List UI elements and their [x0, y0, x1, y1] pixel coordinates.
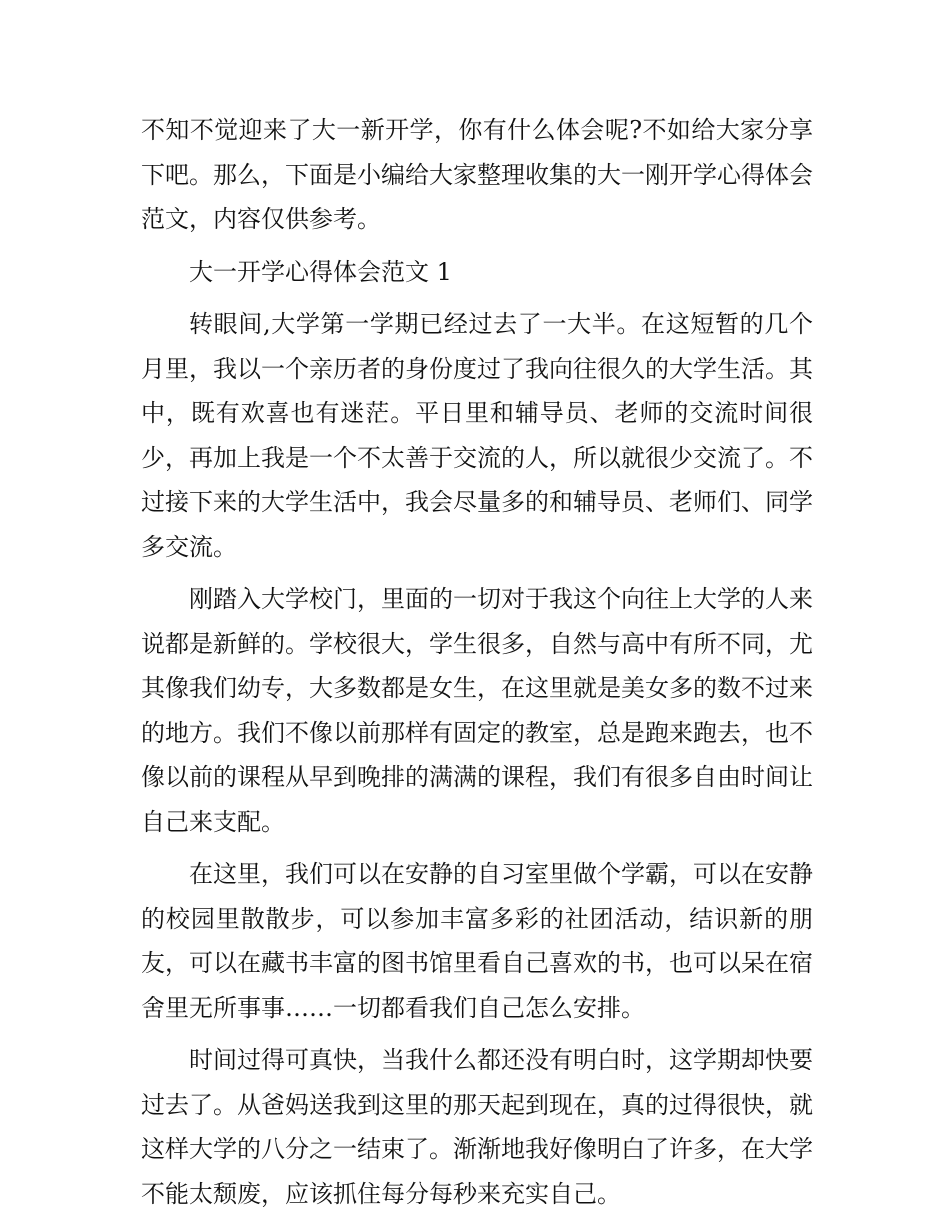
body-paragraph-2: 刚踏入大学校门，里面的一切对于我这个向往上大学的人来说都是新鲜的。学校很大，学生很多，自然与高中有所不同，尤其像我们幼专，大多数都是女生，在这里就是美女多的数不过来的地方。我们不像以前那样有固定的教室，总是跑来跑去，也不像以前的课程从早到晚排的满满的课程，我们有很多自由时间让自己来支配。 [141, 585, 813, 836]
document-page [141, 108, 813, 1224]
intro-paragraph: 不知不觉迎来了大一新开学，你有什么体会呢?不如给大家分享下吧。那么，下面是小编给大家整理收集的大一刚开学心得体会范文，内容仅供参考。 [141, 116, 813, 233]
body-paragraph-1: 转眼间,大学第一学期已经过去了一大半。在这短暂的几个月里，我以一个亲历者的身份度过了我向往很久的大学生活。其中，既有欢喜也有迷茫。平日里和辅导员、老师的交流时间很少，再加上我是一个不太善于交流的人，所以就很少交流了。不过接下来的大学生活中，我会尽量多的和辅导员、老师们、同学多交流。 [141, 310, 813, 561]
section-heading: 大一开学心得体会范文 1 [189, 257, 452, 286]
body-paragraph-4: 时间过得可真快，当我什么都还没有明白时，这学期却快要过去了。从爸妈送我到这里的那天起到现在，真的过得很快，就这样大学的八分之一结束了。渐渐地我好像明白了许多，在大学不能太颓废，应该抓住每分每秒来充实自己。 [141, 1046, 813, 1208]
body-paragraph-3: 在这里，我们可以在安静的自习室里做个学霸，可以在安静的校园里散散步，可以参加丰富多彩的社团活动，结识新的朋友，可以在藏书丰富的图书馆里看自己喜欢的书，也可以呆在宿舍里无所事事……一切都看我们自己怎么安排。 [141, 860, 813, 1022]
